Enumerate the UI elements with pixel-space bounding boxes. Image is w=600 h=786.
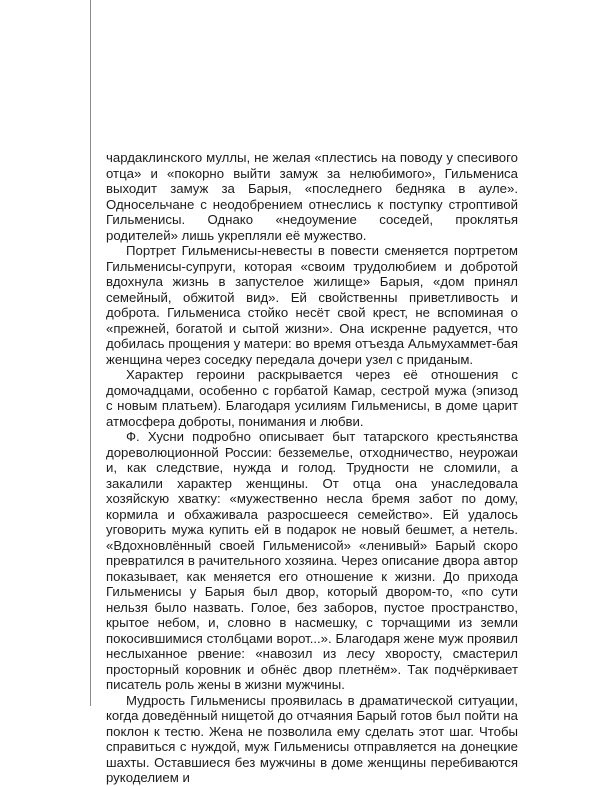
paragraph-4: Ф. Хусни подробно описывает быт татарского крестьянства дореволюционной России: безземелье, отходничество, неурожаи и, как следствие, нужда и голод. Трудности не сломили, а закалили характер женщины. От отца она унаследовала хозяйскую хватку: «мужественно несла бремя забот по дому, кормила и обхаживала разросшееся семейство». Ей удалось уговорить мужа купить ей в подарок не новый бешмет, а нетель. «Вдохновлённый своей Гильменисой» «ленивый» Барый скоро превратился в рачительного хозяина. Через описание двора автор показывает, как меняется его отношение к жизни. До прихода Гильменисы у Барыя был двор, который двором-то, «по сути нельзя было назвать. Голое, без заборов, пустое пространство, крытое небом, и, словно в насмешку, с торчащими из земли покосившимися столбцами ворот...». Благодаря жене муж проявил неслыханное рвение: «навозил из лесу хворосту, смастерил просторный коровник и обнёс двор плетнём». Так подчёркивает писатель роль жены в жизни мужчины. [106, 429, 518, 692]
paragraph-2: Портрет Гильменисы-невесты в повести сменяется портретом Гильменисы-супруги, которая «своим трудолюбием и добротой вдохнула жизнь в запустелое жилище» Барыя, «дом принял семейный, обжитой вид». Ей свойственны приветливость и доброта. Гильмениса стойко несёт свой крест, не вспоминая о «прежней, богатой и сытой жизни». Она искренне радуется, что добилась прощения у матери: во время отъезда Альмухаммет-бая женщина через соседку передала дочери узел с приданым. [106, 243, 518, 367]
paragraph-3: Характер героини раскрывается через её отношения с домочадцами, особенно с горбатой Камар, сестрой мужа (эпизод с новым платьем). Благодаря усилиям Гильменисы, в доме царит атмосфера доброты, понимания и любви. [106, 367, 518, 429]
paragraph-1: чардаклинского муллы, не желая «плестись на поводу у спесивого отца» и «покорно выйти замуж за нелюбимого», Гильмениса выходит замуж за Барыя, «последнего бедняка в ауле». Односельчане с неодобрением отнеслись к поступку строптивой Гильменисы. Однако «недоумение соседей, проклятья родителей» лишь укрепляли её мужество. [106, 150, 518, 243]
page-body-text [106, 150, 518, 786]
page-spine-line [90, 0, 91, 706]
paragraph-5: Мудрость Гильменисы проявилась в драматической ситуации, когда доведённый нищетой до отчаяния Барый готов был пойти на поклон к тестю. Жена не позволила ему сделать этот шаг. Чтобы справиться с нуждой, муж Гильменисы отправляется на донецкие шахты. Оставшиеся без мужчины в доме женщины перебиваются рукоделием и [106, 692, 518, 785]
